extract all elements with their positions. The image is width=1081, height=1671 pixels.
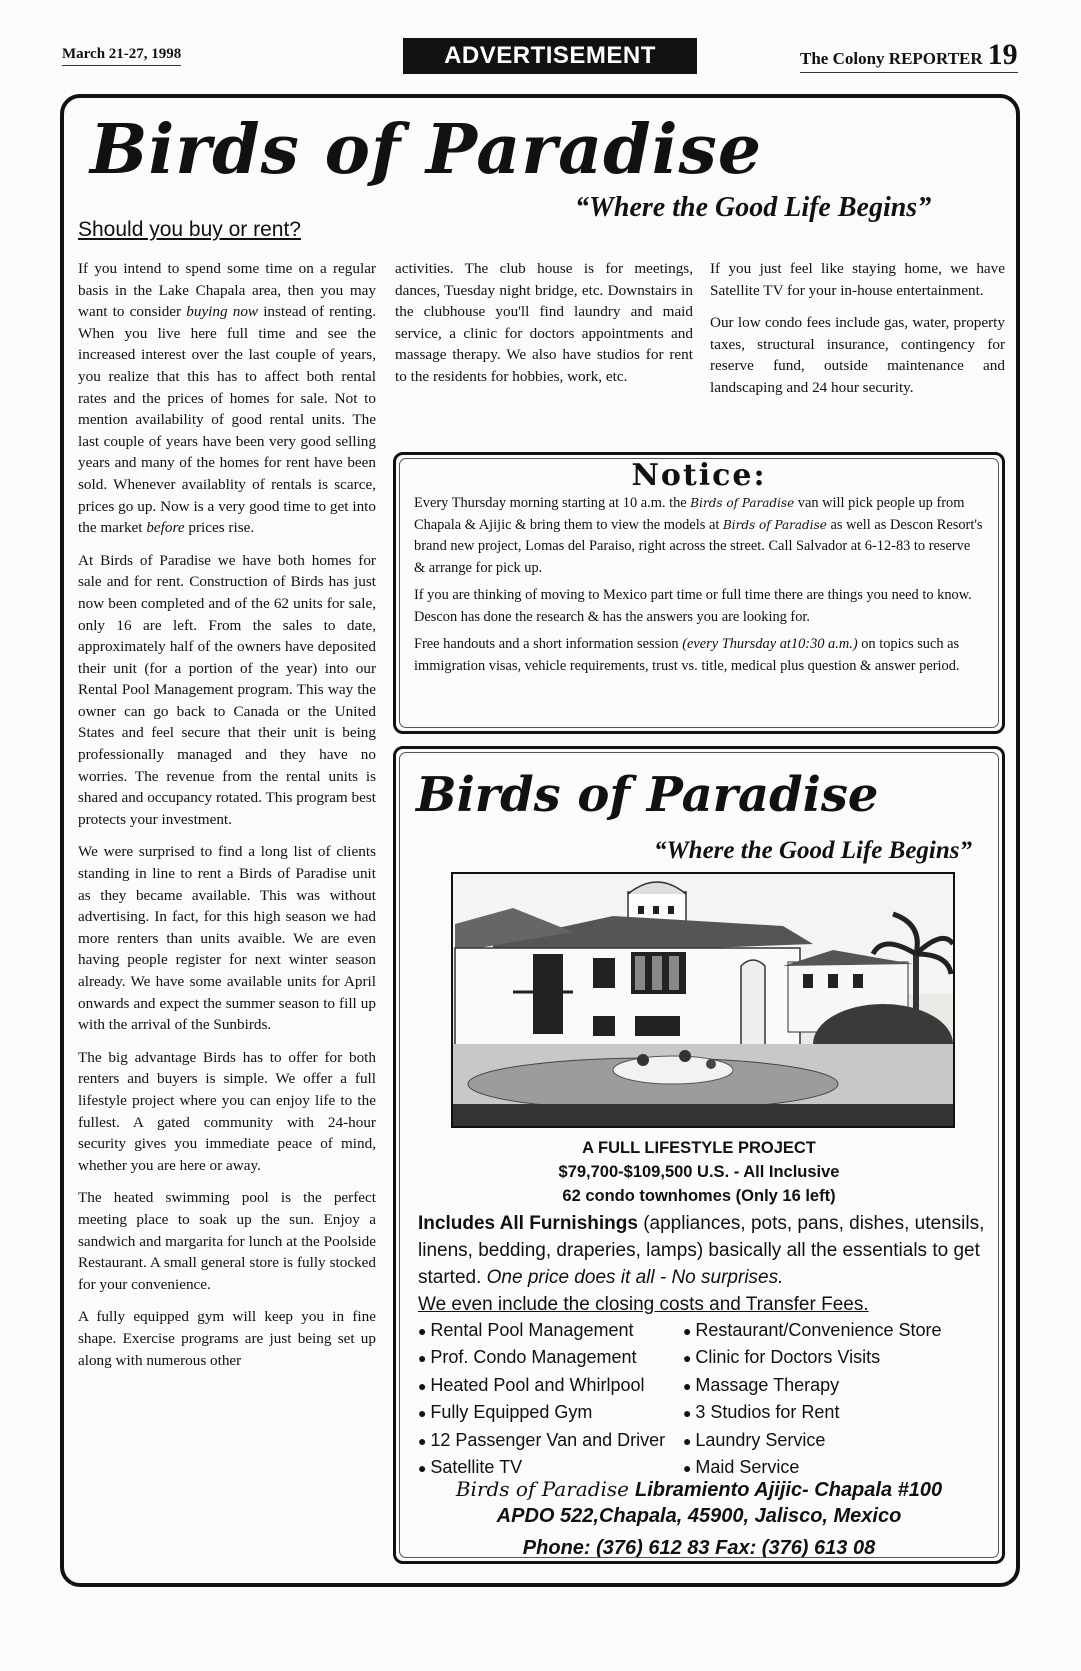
article-heading: Should you buy or rent? [78, 218, 301, 241]
features-right-column [683, 1317, 942, 1481]
text: as well as Descon Resort's brand new project, Lomas del Paraiso, right across the street. Call Salvador at 6-12-83 to reserve & arrange for pick up. [414, 516, 983, 576]
ad-tagline: “Where the Good Life Begins” [575, 192, 932, 223]
feature-item: ● Satellite TV [418, 1454, 665, 1481]
feature-item: ● Fully Equipped Gym [418, 1399, 665, 1426]
brand-logo-text: Birds of Paradise [455, 1477, 629, 1501]
issue-date: March 21-27, 1998 [62, 46, 181, 66]
paragraph: At Birds of Paradise we have both homes for sale and for rent. Construction of Birds has just now been completed and of the 62 units for sale, only 16 are left. From the sales to date, approximately half of the owners have deposited their unit (for a portion of the year) into our Rental Pool Management program. This way the owner can go back to Canada or the United States and feel secure that their unit is being professionally managed and they have no worries. The revenue from the rental units is shared and occupancy rotated. This program best protects your investment. [78, 551, 376, 828]
text: Free handouts and a short information session [414, 636, 683, 652]
text: instead of renting. When you live here full time and see the increased interest over the last couple of years, you realize that this has to affect both rental rates and the prices of homes for sale. Not to mention availability of good rental units. The last couple of years have been very good selling years and many of the homes for rent have been sold. Whenever availablity of rentals is scarce, prices go up. Now is a very good time to get into the market [78, 303, 376, 537]
article-column-3 [710, 258, 1005, 410]
address-line-1 [396, 1477, 1002, 1502]
resort-photo [451, 872, 955, 1128]
paragraph: We were surprised to find a long list of clients standing in line to rent a Birds of Paradise unit as they became available. This was without advertising. In fact, for this high season we had more renters than units avaible. We are even having people register for next winter season already. We have some available units for April onwards and expect the summer season to fill up with the arrival of the Sunbirds. [78, 843, 376, 1034]
feature-item: ● Rental Pool Management [418, 1317, 665, 1344]
paragraph: A fully equipped gym will keep you in fine shape. Exercise programs are just being set up along with numerous other [78, 1308, 376, 1369]
newspaper-masthead [800, 38, 1018, 73]
text: van will pick people up from Chapala & Ajijic & bring them to view the models at [414, 495, 965, 533]
notice-paragraph [414, 493, 984, 579]
advertisement-banner: ADVERTISEMENT [403, 38, 697, 74]
article-column-1 [78, 258, 376, 1382]
text: If you intend to spend some time on a regular basis in the Lake Chapala area, then you may want to consider [78, 260, 376, 321]
notice-title: Notice: [631, 458, 767, 493]
paragraph: Our low condo fees include gas, water, property taxes, structural insurance, contingency for reserve fund, outside maintenance and landscaping and 24 hour security. [710, 314, 1005, 396]
ad-box-tagline: “Where the Good Life Begins” [653, 837, 972, 864]
emphasis: before [146, 519, 185, 537]
closing-costs-note: We even include the closing costs and Transfer Fees. [418, 1294, 869, 1315]
feature-item: ● Heated Pool and Whirlpool [418, 1372, 665, 1399]
address-street: Libramiento Ajijic- Chapala #100 [635, 1479, 943, 1501]
text: on topics such as immigration visas, vehicle requirements, trust vs. title, medical plus question & answer period. [414, 636, 960, 674]
brand-logo-text: Birds of Paradise [690, 496, 795, 510]
brand-logo-text: Birds of Paradise [722, 517, 827, 532]
text: prices rise. [184, 519, 255, 537]
price-range: $79,700-$109,500 U.S. - All Inclusive [558, 1163, 840, 1181]
address-line-2: APDO 522,Chapala, 45900, Jalisco, Mexico [496, 1505, 902, 1527]
feature-item: ● Restaurant/Convenience Store [683, 1317, 942, 1344]
emphasis: (every Thursday at10:30 a.m.) [682, 636, 858, 652]
ad-title: Birds of Paradise [90, 110, 763, 190]
ad-box-title: Birds of Paradise [416, 767, 879, 823]
feature-item: ● 3 Studios for Rent [683, 1399, 942, 1426]
contact-phone-fax: Phone: (376) 612 83 Fax: (376) 613 08 [522, 1537, 876, 1559]
feature-item: ● Laundry Service [683, 1427, 942, 1454]
includes-bold: Includes All Furnishings [418, 1213, 638, 1234]
feature-item: ● Prof. Condo Management [418, 1344, 665, 1371]
paragraph: The heated swimming pool is the perfect meeting place to soak up the sun. Enjoy a sandwich and margarita for lunch at the Poolside Restaurant. A small general store is fully stocked for your convenience. [78, 1189, 376, 1293]
paragraph: The big advantage Birds has to offer for both renters and buyers is simple. We offer a full lifestyle project where you can enjoy life to the fullest. A gated community with 24-hour security gives you immediate peace of mind, whether you are here or away. [78, 1048, 376, 1174]
ad-box [393, 746, 1005, 1564]
notice-paragraph [414, 634, 984, 677]
notice-paragraph: If you are thinking of moving to Mexico part time or full time there are things you need to know. Descon has done the research & has the answers you are looking for. [414, 587, 972, 625]
feature-item: ● 12 Passenger Van and Driver [418, 1427, 665, 1454]
includes-text [418, 1211, 988, 1291]
resort-photo-illustration [453, 874, 953, 1126]
emphasis: buying now [186, 303, 259, 321]
feature-item: ● Maid Service [683, 1454, 942, 1481]
notice-box [393, 452, 1005, 734]
includes-rest: (appliances, pots, pans, dishes, utensils, linens, bedding, draperies, lamps) basically all the essentials to get started. [418, 1213, 985, 1288]
article-column-2 [395, 258, 693, 399]
page-number: 19 [987, 38, 1018, 71]
paper-name: The Colony REPORTER [800, 49, 983, 68]
feature-item: ● Clinic for Doctors Visits [683, 1344, 942, 1371]
feature-item: ● Massage Therapy [683, 1372, 942, 1399]
features-left-column [418, 1317, 665, 1481]
paragraph: If you just feel like staying home, we have Satellite TV for your in-house entertainment. [710, 260, 1005, 299]
lifestyle-headline: A FULL LIFESTYLE PROJECT [582, 1139, 816, 1157]
includes-emphasis: One price does it all - No surprises. [486, 1266, 784, 1288]
paragraph: activities. The club house is for meetings, dances, Tuesday night bridge, etc. Downstairs in the clubhouse you'll find laundry and maid service, a clinic for doctors appointments and massage therapy. We also have studios for rent to the residents for hobbies, work, etc. [395, 260, 693, 385]
text: Every Thursday morning starting at 10 a.m. the [414, 495, 691, 511]
paragraph [78, 258, 376, 539]
units-available: 62 condo townhomes (Only 16 left) [562, 1187, 836, 1205]
